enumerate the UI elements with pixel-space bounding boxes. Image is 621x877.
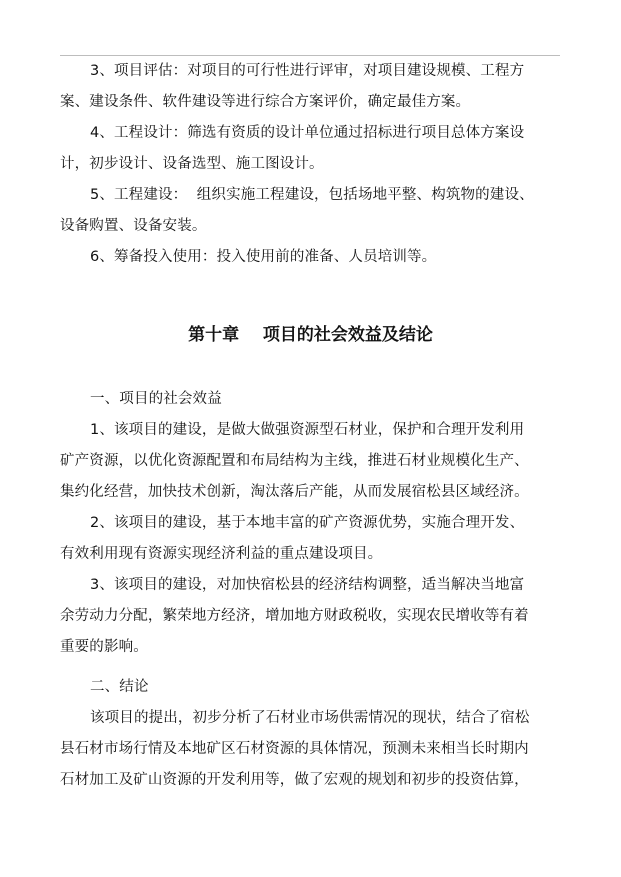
text-line: 集约化经营，加快技术创新，淘汰落后产能，从而发展宿松县区域经济。: [60, 484, 529, 500]
social-benefits-section: [60, 384, 560, 663]
paragraph-step-6: [60, 242, 560, 273]
paragraph-benefit-1: [60, 415, 560, 508]
text-line: 3、项目评估：对项目的可行性进行评审，对项目建设规模、工程方: [90, 63, 525, 79]
text-line: 有效利用现有资源实现经济利益的重点建设项目。: [60, 546, 383, 562]
text-line: 4、工程设计：筛选有资质的设计单位通过招标进行项目总体方案设: [90, 125, 525, 141]
text-line: 余劳动力分配，繁荣地方经济，增加地方财政税收，实现农民增收等有着: [60, 608, 529, 624]
text-line: 3、该项目的建设，对加快宿松县的经济结构调整，适当解决当地富: [90, 577, 525, 593]
text-line: 石材加工及矿山资源的开发利用等，做了宏观的规划和初步的投资估算，: [60, 772, 529, 788]
section-heading: 二、结论: [90, 679, 149, 695]
paragraph-benefit-3: [60, 570, 560, 663]
paragraph-step-5: [60, 180, 560, 242]
text-line: 2、该项目的建设，基于本地丰富的矿产资源优势，实施合理开发、: [90, 515, 525, 531]
text-line: 1、该项目的建设，是做大做强资源型石材业，保护和合理开发利用: [90, 422, 525, 438]
paragraph-benefit-2: [60, 508, 560, 570]
conclusion-section: [60, 672, 560, 796]
text-line: 重要的影响。: [60, 639, 148, 655]
text-line: 县石材市场行情及本地矿区石材资源的具体情况，预测未来相当长时期内: [60, 741, 529, 757]
project-steps-section: [60, 56, 560, 273]
text-line: 案、建设条件、软件建设等进行综合方案评价，确定最佳方案。: [60, 94, 471, 110]
text-line: 5、工程建设： 组织实施工程建设，包括场地平整、构筑物的建设、: [90, 187, 534, 203]
text-line: 6、筹备投入使用：投入使用前的准备、人员培训等。: [90, 249, 437, 265]
paragraph-conclusion: [60, 703, 560, 796]
section-heading: 一、项目的社会效益: [90, 391, 222, 407]
paragraph-step-3: [60, 56, 560, 118]
text-line: 计，初步设计、设备选型、施工图设计。: [60, 156, 324, 172]
text-line: 矿产资源，以优化资源配置和布局结构为主线，推进石材业规模化生产、: [60, 453, 529, 469]
chapter-title: 第十章 项目的社会效益及结论: [188, 325, 433, 345]
paragraph-step-4: [60, 118, 560, 180]
text-line: 该项目的提出，初步分析了石材业市场供需情况的现状，结合了宿松: [90, 710, 530, 726]
text-line: 设备购置、设备安装。: [60, 218, 207, 234]
